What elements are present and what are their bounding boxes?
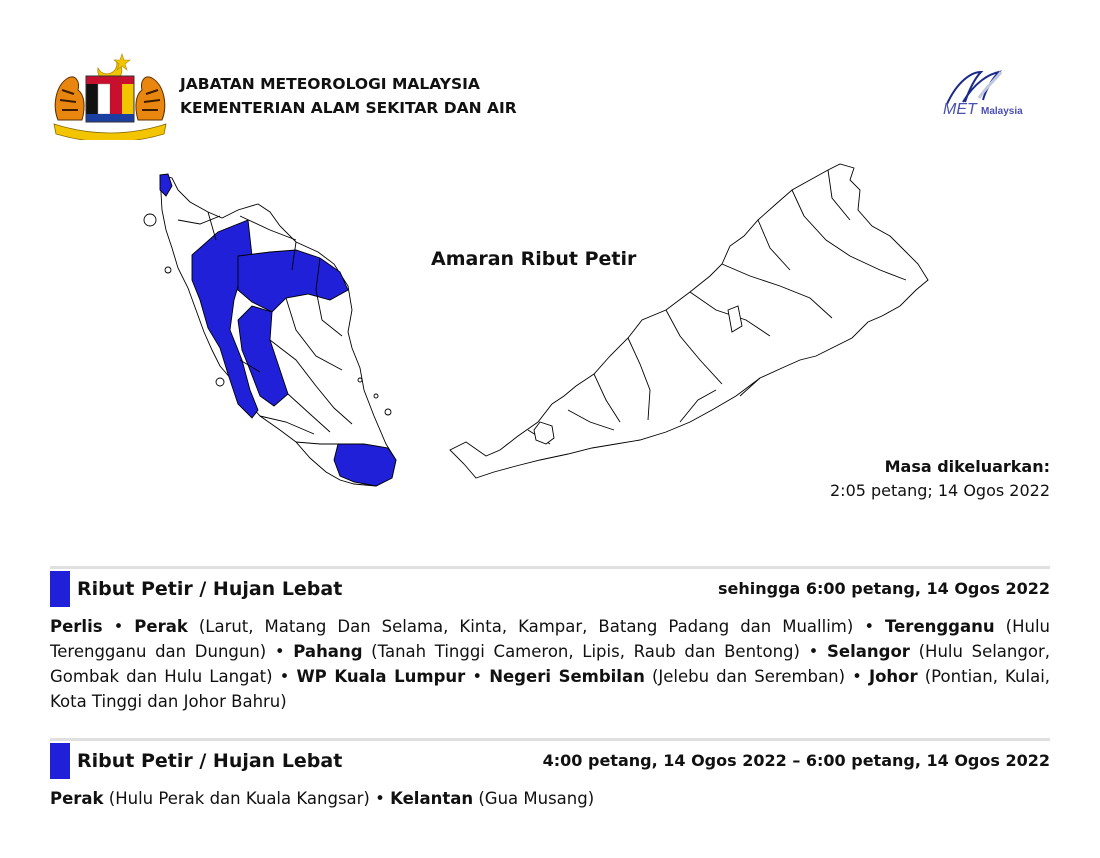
bullet-separator: • xyxy=(864,617,875,636)
state-name: Perak xyxy=(50,789,104,808)
district-list: (Hulu Terengganu dan Dungun) xyxy=(50,617,1050,661)
section-validity-time: sehingga 6:00 petang, 14 Ogos 2022 xyxy=(717,579,1050,598)
state-name: Terengganu xyxy=(885,617,995,636)
district-list: (Jelebu dan Seremban) xyxy=(651,667,846,686)
state-name: Perak xyxy=(134,617,188,636)
state-name: Johor xyxy=(868,667,918,686)
warning-section-2 xyxy=(50,738,1050,811)
district-list: (Gua Musang) xyxy=(478,789,595,808)
logo-text-met: MET xyxy=(943,101,977,118)
bullet-separator: • xyxy=(852,667,862,686)
section-accent-bar xyxy=(50,571,70,607)
bullet-separator: • xyxy=(808,642,819,661)
section-divider xyxy=(50,738,1050,741)
bullet-separator: • xyxy=(279,667,290,686)
district-list: (Hulu Perak dan Kuala Kangsar) xyxy=(108,789,370,808)
section-accent-bar xyxy=(50,743,70,779)
issue-time-value: 2:05 petang; 14 Ogos 2022 xyxy=(830,481,1050,500)
warning-section-1 xyxy=(50,566,1050,714)
bullet-separator: • xyxy=(472,667,483,686)
section-divider xyxy=(50,566,1050,569)
issue-time-label: Masa dikeluarkan: xyxy=(884,457,1050,476)
logo-text-country: Malaysia xyxy=(981,106,1023,117)
state-name: Perlis xyxy=(50,617,103,636)
section-title: Ribut Petir / Hujan Lebat xyxy=(77,750,343,772)
state-name: Selangor xyxy=(827,642,910,661)
state-name: WP Kuala Lumpur xyxy=(296,667,466,686)
state-name: Pahang xyxy=(293,642,363,661)
agency-line-1: JABATAN METEOROLOGI MALAYSIA xyxy=(180,75,480,93)
peninsular-malaysia xyxy=(144,174,396,486)
met-malaysia-logo-icon xyxy=(935,68,1050,118)
bullet-separator: • xyxy=(113,617,124,636)
page-header xyxy=(50,50,1050,140)
agency-line-2: KEMENTERIAN ALAM SEKITAR DAN AIR xyxy=(180,99,517,117)
section-validity-time: 4:00 petang, 14 Ogos 2022 – 6:00 petang, 14 Ogos 2022 xyxy=(542,751,1050,770)
bullet-separator: • xyxy=(375,789,385,808)
state-name: Negeri Sembilan xyxy=(489,667,645,686)
district-list: (Tanah Tinggi Cameron, Lipis, Raub dan Bentong) xyxy=(371,642,800,661)
bullet-separator: • xyxy=(274,642,285,661)
map-title: Amaran Ribut Petir xyxy=(431,248,637,270)
section-area-list xyxy=(50,786,1050,811)
malaysia-coat-of-arms-icon xyxy=(50,50,170,140)
district-list: (Larut, Matang Dan Selama, Kinta, Kampar, Batang Padang dan Muallim) xyxy=(198,617,854,636)
section-area-list xyxy=(50,614,1050,714)
section-header xyxy=(50,743,1050,781)
agency-name xyxy=(180,72,517,120)
state-name: Kelantan xyxy=(390,789,474,808)
east-malaysia xyxy=(450,164,928,478)
district-list: (Pontian, Kulai, Kota Tinggi dan Johor Bahru) xyxy=(50,667,1051,711)
section-header xyxy=(50,571,1050,609)
district-list: (Hulu Selangor, Gombak dan Hulu Langat) xyxy=(50,642,1050,686)
section-title: Ribut Petir / Hujan Lebat xyxy=(77,578,343,600)
issue-time xyxy=(830,455,1050,503)
